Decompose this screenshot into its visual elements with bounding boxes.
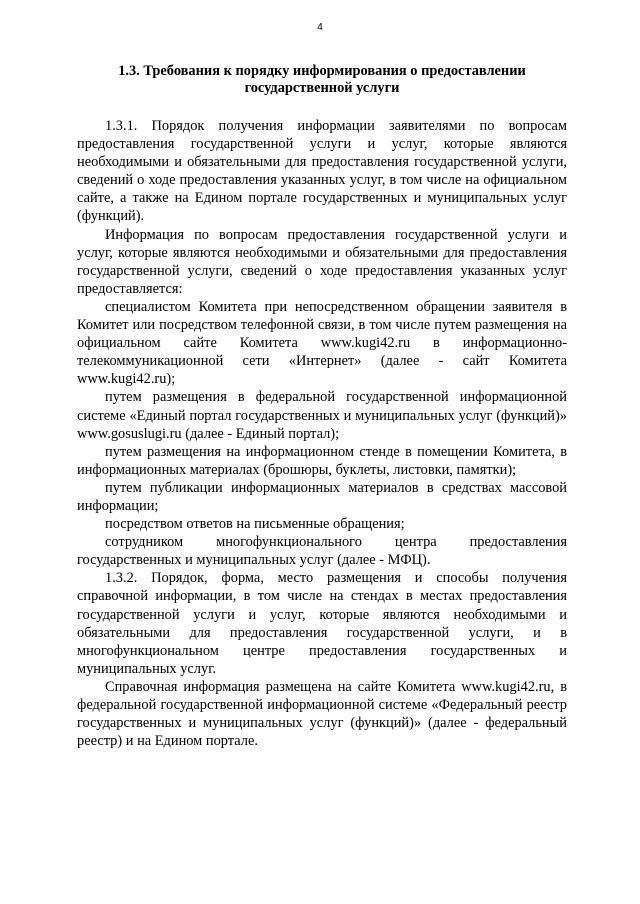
paragraph: 1.3.2. Порядок, форма, место размещения и способы получения справочной информации, в том числе на стендах в местах предоставления государственной услуги и услуг, которые являются необходимыми и обязательными для предоставления государственной услуги, и в многофункциональном центре предоставления государственных и муниципальных услуг. — [77, 570, 567, 677]
section-heading: 1.3. Требования к порядку информирования о предоставлении государственной услуги — [118, 63, 526, 96]
paragraph: путем размещения на информационном стенде в помещении Комитета, в информационных материалах (брошюры, буклеты, листовки, памятки); — [77, 443, 567, 478]
paragraph: Справочная информация размещена на сайте Комитета www.kugi42.ru, в федеральной государственной информационной системе «Федеральный реестр государственных и муниципальных услуг (функций)» (далее - федеральный реестр) и на Едином портале. — [77, 678, 567, 750]
document-body — [77, 63, 567, 750]
paragraph: сотрудником многофункционального центра предоставления государственных и муниципальных услуг (далее - МФЦ). — [77, 534, 567, 569]
page-number: 4 — [317, 22, 323, 33]
paragraph: специалистом Комитета при непосредственном обращении заявителя в Комитет или посредством телефонной связи, в том числе путем размещения на официальном сайте Комитета www.kugi42.ru в информационно-телекоммуникационной сети «Интернет» (далее - сайт Комитета www.kugi42.ru); — [77, 298, 567, 388]
paragraph: Информация по вопросам предоставления государственной услуги и услуг, которые являются необходимыми и обязательными для предоставления государственной услуги, сведений о ходе предоставления указанных услуг предоставляется: — [77, 226, 567, 297]
paragraph: путем размещения в федеральной государственной информационной системе «Единый портал государственных и муниципальных услуг (функций)» www.gosuslugi.ru (далее - Единый портал); — [77, 389, 567, 442]
paragraph: 1.3.1. Порядок получения информации заявителями по вопросам предоставления государственной услуги и услуг, которые являются необходимыми и обязательными для предоставления государственной услуги, сведений о ходе предоставления указанных услуг, в том числе на официальном сайте, а также на Едином портале государственных и муниципальных услуг (функций). — [77, 118, 567, 225]
paragraph: посредством ответов на письменные обращения; — [105, 516, 405, 533]
paragraph: путем публикации информационных материалов в средствах массовой информации; — [77, 479, 567, 514]
